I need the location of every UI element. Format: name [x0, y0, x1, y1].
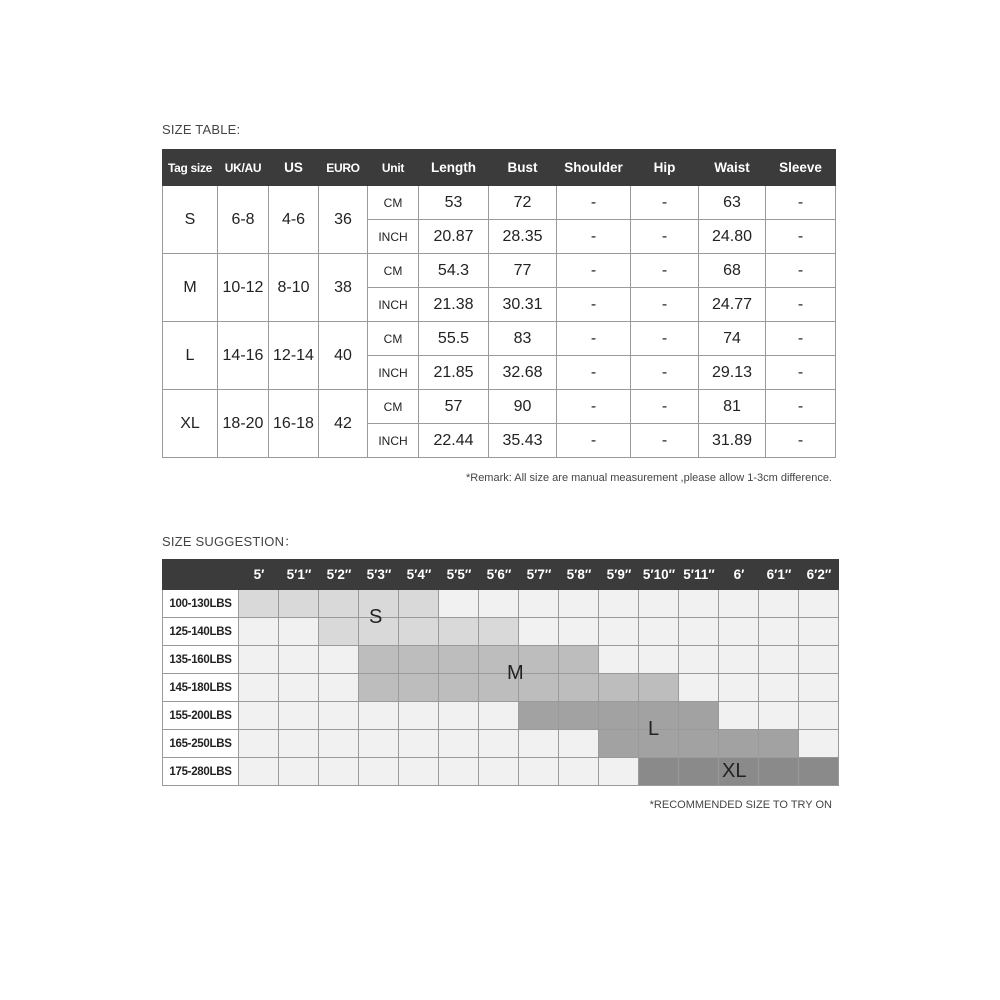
grid-cell — [519, 702, 559, 730]
sleeve-cell: - — [766, 220, 836, 254]
sleeve-cell: - — [766, 322, 836, 356]
grid-cell — [439, 702, 479, 730]
grid-cell — [359, 702, 399, 730]
size-row-cm — [163, 390, 836, 424]
waist-cell: 81 — [699, 390, 766, 424]
euro-cell: 38 — [319, 254, 368, 322]
size-table-header-row — [163, 150, 836, 186]
grid-cell — [639, 590, 679, 618]
grid-cell — [479, 758, 519, 786]
grid-cell — [799, 618, 839, 646]
grid-cell — [719, 590, 759, 618]
sleeve-cell: - — [766, 186, 836, 220]
hip-cell: - — [631, 288, 699, 322]
waist-cell: 74 — [699, 322, 766, 356]
bust-cell: 35.43 — [489, 424, 557, 458]
header-hip: Hip — [631, 150, 699, 186]
grid-cell — [719, 646, 759, 674]
waist-cell: 63 — [699, 186, 766, 220]
grid-cell — [279, 590, 319, 618]
grid-cell — [239, 702, 279, 730]
sleeve-cell: - — [766, 254, 836, 288]
unit-cell: INCH — [368, 220, 419, 254]
grid-cell — [719, 618, 759, 646]
grid-cell — [559, 730, 599, 758]
grid-cell — [399, 674, 439, 702]
shoulder-cell: - — [557, 356, 631, 390]
grid-cell — [559, 590, 599, 618]
grid-cell — [279, 646, 319, 674]
uk-au-cell: 10-12 — [218, 254, 269, 322]
grid-corner-header — [162, 559, 239, 590]
grid-cell — [519, 730, 559, 758]
size-zone-label-xl: XL — [722, 760, 747, 782]
grid-cell — [439, 758, 479, 786]
header-us: US — [269, 150, 319, 186]
sleeve-cell: - — [766, 390, 836, 424]
weight-row-label: 165-250LBS — [162, 730, 239, 758]
height-header: 5′9″ — [599, 559, 639, 590]
us-cell: 4-6 — [269, 186, 319, 254]
size-zone-label-l: L — [648, 718, 660, 740]
height-header: 5′3″ — [359, 559, 399, 590]
length-cell: 20.87 — [419, 220, 489, 254]
grid-cell — [639, 758, 679, 786]
us-cell: 16-18 — [269, 390, 319, 458]
grid-cell — [639, 618, 679, 646]
grid-cell — [279, 702, 319, 730]
sleeve-cell: - — [766, 424, 836, 458]
grid-cell — [439, 674, 479, 702]
tag-size-cell: L — [163, 322, 218, 390]
grid-cell — [319, 590, 359, 618]
height-header: 5′ — [239, 559, 279, 590]
height-header: 5′5″ — [439, 559, 479, 590]
size-row-cm — [163, 254, 836, 288]
grid-cell — [679, 758, 719, 786]
grid-cell — [439, 618, 479, 646]
unit-cell: CM — [368, 186, 419, 220]
header-shoulder: Shoulder — [557, 150, 631, 186]
grid-cell — [599, 590, 639, 618]
grid-cell — [399, 730, 439, 758]
grid-cell — [759, 758, 799, 786]
height-header: 5′11″ — [679, 559, 719, 590]
grid-cell — [239, 730, 279, 758]
waist-cell: 24.80 — [699, 220, 766, 254]
grid-cell — [759, 646, 799, 674]
bust-cell: 90 — [489, 390, 557, 424]
grid-cell — [599, 730, 639, 758]
shoulder-cell: - — [557, 390, 631, 424]
bust-cell: 77 — [489, 254, 557, 288]
size-suggestion-footnote: *RECOMMENDED SIZE TO TRY ON — [649, 799, 832, 811]
height-header: 5′1″ — [279, 559, 319, 590]
size-table — [162, 149, 836, 458]
us-cell: 8-10 — [269, 254, 319, 322]
grid-cell — [239, 590, 279, 618]
grid-cell — [519, 758, 559, 786]
grid-cell — [759, 590, 799, 618]
header-length: Length — [419, 150, 489, 186]
unit-cell: INCH — [368, 356, 419, 390]
waist-cell: 24.77 — [699, 288, 766, 322]
bust-cell: 83 — [489, 322, 557, 356]
grid-cell — [519, 646, 559, 674]
grid-cell — [399, 702, 439, 730]
grid-cell — [759, 618, 799, 646]
grid-cell — [639, 674, 679, 702]
grid-cell — [319, 702, 359, 730]
sleeve-cell: - — [766, 356, 836, 390]
size-suggestion-grid — [162, 559, 836, 786]
unit-cell: CM — [368, 390, 419, 424]
euro-cell: 40 — [319, 322, 368, 390]
bust-cell: 30.31 — [489, 288, 557, 322]
header-bust: Bust — [489, 150, 557, 186]
grid-cell — [279, 674, 319, 702]
grid-cell — [759, 730, 799, 758]
shoulder-cell: - — [557, 288, 631, 322]
grid-cell — [479, 702, 519, 730]
hip-cell: - — [631, 254, 699, 288]
hip-cell: - — [631, 220, 699, 254]
euro-cell: 36 — [319, 186, 368, 254]
header-tag-size: Tag size — [163, 150, 218, 186]
length-cell: 22.44 — [419, 424, 489, 458]
length-cell: 21.85 — [419, 356, 489, 390]
weight-row-label: 135-160LBS — [162, 646, 239, 674]
grid-cell — [279, 730, 319, 758]
grid-cell — [719, 702, 759, 730]
grid-cell — [559, 758, 599, 786]
grid-cell — [239, 618, 279, 646]
waist-cell: 31.89 — [699, 424, 766, 458]
shoulder-cell: - — [557, 220, 631, 254]
size-row-cm — [163, 186, 836, 220]
uk-au-cell: 6-8 — [218, 186, 269, 254]
grid-cell — [319, 646, 359, 674]
shoulder-cell: - — [557, 424, 631, 458]
tag-size-cell: XL — [163, 390, 218, 458]
hip-cell: - — [631, 424, 699, 458]
length-cell: 55.5 — [419, 322, 489, 356]
grid-cell — [559, 618, 599, 646]
grid-cell — [719, 674, 759, 702]
height-header: 5′7″ — [519, 559, 559, 590]
size-zone-label-s: S — [369, 606, 383, 628]
grid-cell — [479, 590, 519, 618]
size-row-cm — [163, 322, 836, 356]
grid-cell — [479, 618, 519, 646]
bust-cell: 28.35 — [489, 220, 557, 254]
grid-cell — [799, 702, 839, 730]
header-sleeve: Sleeve — [766, 150, 836, 186]
grid-cell — [399, 758, 439, 786]
grid-cell — [359, 730, 399, 758]
header-uk-au: UK/AU — [218, 150, 269, 186]
grid-cell — [679, 674, 719, 702]
sleeve-cell: - — [766, 288, 836, 322]
hip-cell: - — [631, 390, 699, 424]
hip-cell: - — [631, 186, 699, 220]
height-header: 5′10″ — [639, 559, 679, 590]
grid-cell — [599, 646, 639, 674]
weight-row-label: 125-140LBS — [162, 618, 239, 646]
unit-cell: INCH — [368, 424, 419, 458]
grid-cell — [279, 758, 319, 786]
grid-cell — [519, 590, 559, 618]
grid-cell — [239, 674, 279, 702]
height-header: 5′4″ — [399, 559, 439, 590]
grid-cell — [759, 702, 799, 730]
unit-cell: CM — [368, 254, 419, 288]
height-header: 5′2″ — [319, 559, 359, 590]
waist-cell: 29.13 — [699, 356, 766, 390]
grid-cell — [479, 730, 519, 758]
height-header: 6′1″ — [759, 559, 799, 590]
grid-cell — [519, 674, 559, 702]
waist-cell: 68 — [699, 254, 766, 288]
size-table-title: SIZE TABLE: — [162, 122, 241, 137]
grid-cell — [359, 646, 399, 674]
height-header: 5′6″ — [479, 559, 519, 590]
grid-cell — [719, 730, 759, 758]
grid-cell — [319, 758, 359, 786]
grid-cell — [599, 674, 639, 702]
grid-cell — [679, 618, 719, 646]
grid-cell — [799, 730, 839, 758]
grid-cell — [559, 702, 599, 730]
shoulder-cell: - — [557, 254, 631, 288]
grid-cell — [279, 618, 319, 646]
unit-cell: INCH — [368, 288, 419, 322]
shoulder-cell: - — [557, 322, 631, 356]
grid-cell — [439, 646, 479, 674]
euro-cell: 42 — [319, 390, 368, 458]
size-suggestion-title: SIZE SUGGESTION： — [162, 534, 298, 549]
bust-cell: 32.68 — [489, 356, 557, 390]
grid-cell — [559, 646, 599, 674]
grid-cell — [799, 758, 839, 786]
header-euro: EURO — [319, 150, 368, 186]
grid-cell — [519, 618, 559, 646]
weight-row-label: 155-200LBS — [162, 702, 239, 730]
size-table-remark: *Remark: All size are manual measurement ,please allow 1-3cm difference. — [465, 472, 832, 484]
grid-cell — [399, 646, 439, 674]
header-unit: Unit — [368, 150, 419, 186]
grid-cell — [239, 758, 279, 786]
uk-au-cell: 14-16 — [218, 322, 269, 390]
grid-cell — [319, 730, 359, 758]
length-cell: 53 — [419, 186, 489, 220]
grid-cell — [599, 702, 639, 730]
tag-size-cell: S — [163, 186, 218, 254]
length-cell: 54.3 — [419, 254, 489, 288]
grid-cell — [399, 618, 439, 646]
grid-cell — [439, 730, 479, 758]
grid-cell — [559, 674, 599, 702]
height-header: 6′2″ — [799, 559, 839, 590]
grid-cell — [239, 646, 279, 674]
unit-cell: CM — [368, 322, 419, 356]
header-waist: Waist — [699, 150, 766, 186]
grid-cell — [359, 674, 399, 702]
grid-cell — [799, 646, 839, 674]
grid-cell — [319, 674, 359, 702]
grid-cell — [679, 590, 719, 618]
uk-au-cell: 18-20 — [218, 390, 269, 458]
grid-cell — [439, 590, 479, 618]
grid-cell — [359, 758, 399, 786]
weight-row-label: 100-130LBS — [162, 590, 239, 618]
grid-cell — [679, 730, 719, 758]
grid-cell — [599, 758, 639, 786]
grid-cell — [679, 702, 719, 730]
length-cell: 57 — [419, 390, 489, 424]
tag-size-cell: M — [163, 254, 218, 322]
height-header: 5′8″ — [559, 559, 599, 590]
height-header: 6′ — [719, 559, 759, 590]
hip-cell: - — [631, 356, 699, 390]
hip-cell: - — [631, 322, 699, 356]
weight-row-label: 145-180LBS — [162, 674, 239, 702]
grid-cell — [759, 674, 799, 702]
grid-cell — [599, 618, 639, 646]
bust-cell: 72 — [489, 186, 557, 220]
grid-cell — [399, 590, 439, 618]
grid-cell — [319, 618, 359, 646]
length-cell: 21.38 — [419, 288, 489, 322]
shoulder-cell: - — [557, 186, 631, 220]
grid-cell — [799, 674, 839, 702]
weight-row-label: 175-280LBS — [162, 758, 239, 786]
grid-cell — [679, 646, 719, 674]
grid-cell — [799, 590, 839, 618]
size-zone-label-m: M — [507, 662, 524, 684]
us-cell: 12-14 — [269, 322, 319, 390]
grid-cell — [639, 646, 679, 674]
